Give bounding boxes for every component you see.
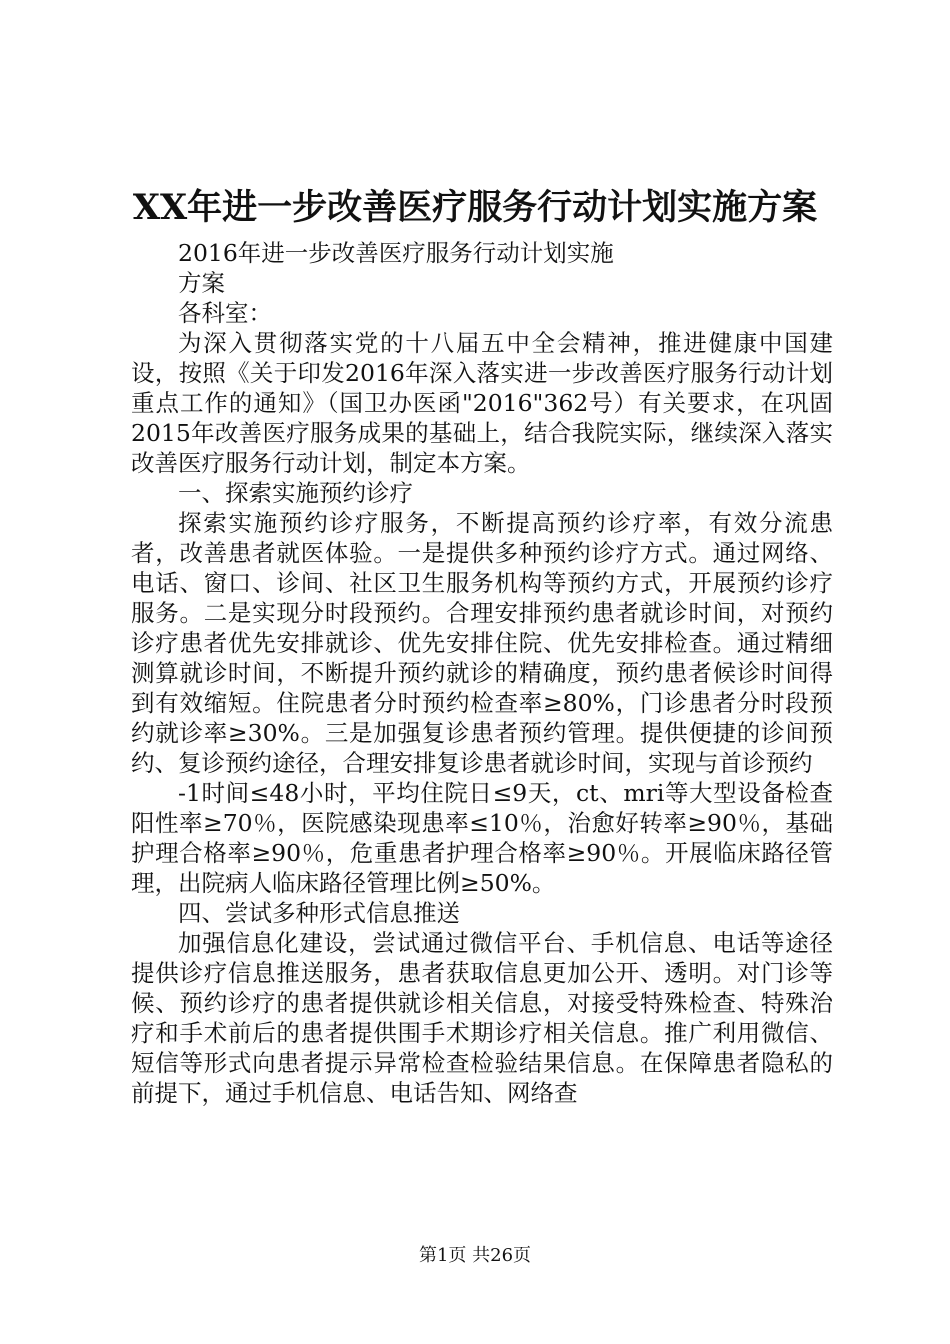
paragraph-subtitle-line2: 方案 bbox=[178, 269, 225, 297]
section-heading-1: 一、探索实施预约诊疗 bbox=[178, 479, 413, 507]
paragraph-salutation: 各科室： bbox=[178, 299, 272, 327]
paragraph-intro: 为深入贯彻落实党的十八届五中全会精神，推进健康中国建设，按照《关于印发2016年深入落实进一步改善医疗服务行动计划重点工作的通知》（国卫办医函"2016"362号）有关要求，在巩固2015年改善医疗服务成果的基础上，结合我院实际，继续深入落实改善医疗服务行动计划，制定本方案。 bbox=[131, 329, 833, 477]
section-heading-4: 四、尝试多种形式信息推送 bbox=[178, 899, 460, 927]
document-title: XX年进一步改善医疗服务行动计划实施方案 bbox=[132, 187, 818, 228]
document-body bbox=[131, 238, 833, 1108]
page-number-footer: 第1页 共26页 bbox=[418, 1245, 532, 1266]
paragraph-subtitle-line1: 2016年进一步改善医疗服务行动计划实施 bbox=[178, 239, 614, 267]
paragraph-section-4: 加强信息化建设，尝试通过微信平台、手机信息、电话等途径提供诊疗信息推送服务，患者获取信息更加公开、透明。对门诊等候、预约诊疗的患者提供就诊相关信息，对接受特殊检查、特殊治疗和手术前后的患者提供围手术期诊疗相关信息。推广利用微信、短信等形式向患者提示异常检查检验结果信息。在保障患者隐私的前提下，通过手机信息、电话告知、网络查 bbox=[131, 929, 833, 1107]
paragraph-section-1: 探索实施预约诊疗服务，不断提高预约诊疗率，有效分流患者，改善患者就医体验。一是提供多种预约诊疗方式。通过网络、电话、窗口、诊间、社区卫生服务机构等预约方式，开展预约诊疗服务。二是实现分时段预约。合理安排预约患者就诊时间，对预约诊疗患者优先安排就诊、优先安排住院、优先安排检查。通过精细测算就诊时间，不断提升预约就诊的精确度，预约患者候诊时间得到有效缩短。住院患者分时预约检查率≥80%，门诊患者分时段预约就诊率≥30%。三是加强复诊患者预约管理。提供便捷的诊间预约、复诊预约途径，合理安排复诊患者就诊时间，实现与首诊预约 bbox=[131, 509, 833, 777]
paragraph-indicators: -1时间≤48小时，平均住院日≤9天，ct、mri等大型设备检查阳性率≥70％，医院感染现患率≤10％，治愈好转率≥90％，基础护理合格率≥90％，危重患者护理合格率≥90％。开展临床路径管理，出院病人临床路径管理比例≥50%。 bbox=[131, 779, 833, 897]
